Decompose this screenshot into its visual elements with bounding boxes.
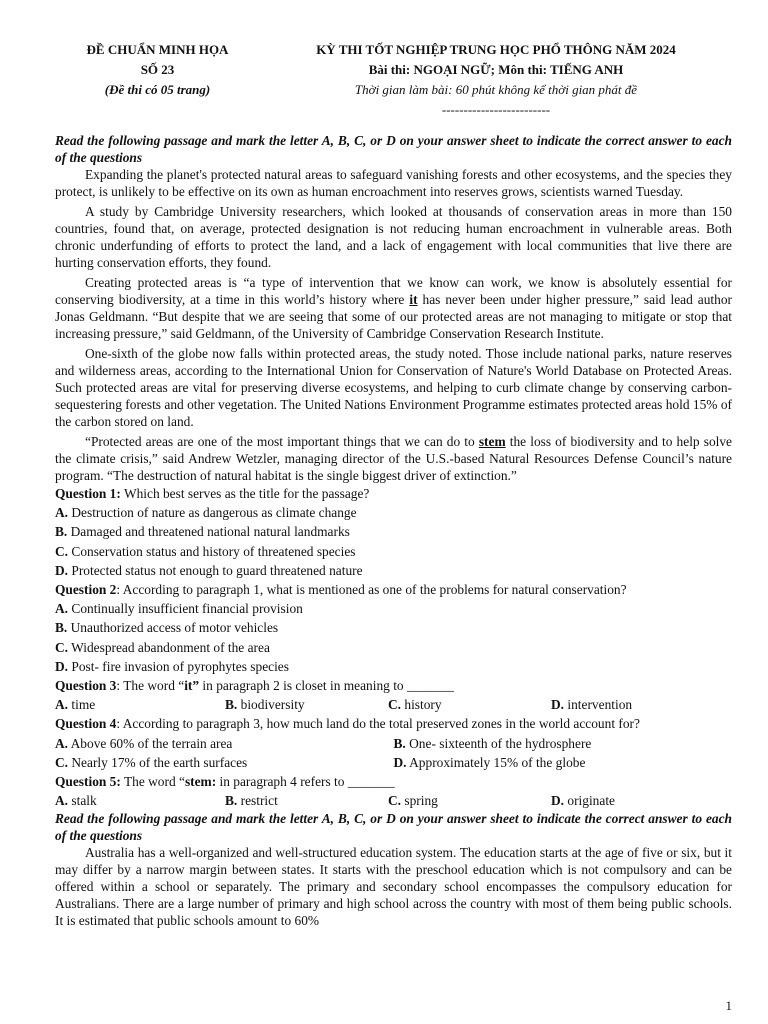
p5-text-b: the loss of biodiversity and to help solve the climate crisis,” said Andrew Wetzler, managing director of the U.S.-based Natural Resources Defense Council’s nature program. “The destruction of natural habitat is the single biggest driver of extinction.” — [55, 434, 732, 483]
passage1-paragraph-1: Expanding the planet's protected natural areas to safeguard vanishing forests and other ecosystems, and the species they protect, is unlikely to be effective on its own as human encroachment into reserves grows, scientists warned Tuesday. — [55, 167, 732, 199]
q2-label: Question 2 — [55, 582, 117, 598]
instruction-2: Read the following passage and mark the letter A, B, C, or D on your answer sheet to indicate the correct answer to each of the questions — [55, 811, 732, 844]
option-text: Continually insufficient financial provision — [71, 601, 303, 617]
instruction-1: Read the following passage and mark the letter A, B, C, or D on your answer sheet to indicate the correct answer to each of the questions — [55, 133, 732, 165]
option-text: Post- fire invasion of pyrophytes species — [71, 658, 289, 674]
option-letter: D. — [55, 562, 69, 578]
question-4 — [55, 714, 732, 733]
p3-word-it: it — [409, 292, 418, 307]
q4-options-row-1 — [55, 734, 732, 753]
option-letter: B. — [55, 620, 68, 636]
passage2-paragraph-1: Australia has a well-organized and well-structured education system. The education starts at the age of five or six, but it may differ by a narrow margin between states. It starts with the preschool education which is not compulsory and can be offered within a school or separately. The primary and secondary school encompasses the compulsory education for Australians. There are a large number of primary and high school across the country with most of them being public schools. It is estimated that public schools amount to 60% — [55, 845, 732, 929]
passage1-paragraph-2: A study by Cambridge University researchers, which looked at thousands of conservation areas in more than 150 countries, found that, on average, protected designation is not reducing human encroachment in vulnerable areas. Both chronic underfunding of efforts to protect the land, and a lack of engagement with local communities that live there are hurting conservation efforts, they found. — [55, 204, 732, 270]
q4-option-d[interactable] — [394, 753, 733, 772]
q4-label: Question 4 — [55, 716, 117, 732]
q1-option-a[interactable] — [55, 503, 732, 522]
q1-option-d[interactable] — [55, 561, 732, 580]
exam-number: SỐ 23 — [140, 62, 175, 77]
header-divider: ------------------------- — [441, 102, 551, 117]
question-2 — [55, 580, 732, 599]
exam-time: Thời gian làm bài: 60 phút không kể thời gian phát đề — [354, 82, 638, 97]
q5-option-b[interactable] — [225, 791, 388, 810]
option-text: spring — [404, 793, 438, 809]
question-1 — [55, 484, 732, 503]
option-text: Nearly 17% of the earth surfaces — [71, 754, 248, 770]
exam-code-title: ĐỀ CHUẨN MINH HỌA — [86, 42, 229, 57]
q2-option-b[interactable] — [55, 618, 732, 637]
q2-option-a[interactable] — [55, 599, 732, 618]
q5-label: Question 5: — [55, 774, 121, 790]
q3-text-post: in paragraph 2 is closet in meaning to _______ — [199, 678, 454, 694]
exam-title: KỲ THI TỐT NGHIỆP TRUNG HỌC PHỔ THÔNG NĂM 2024 — [316, 42, 676, 57]
passage1-paragraph-5 — [55, 433, 732, 484]
option-letter: C. — [55, 543, 69, 559]
option-letter: B. — [225, 793, 238, 809]
q1-label: Question 1: — [55, 486, 121, 501]
header-left — [55, 40, 260, 120]
q5-option-d[interactable] — [551, 791, 721, 810]
option-letter: C. — [55, 754, 69, 770]
option-letter: A. — [55, 601, 69, 617]
q1-option-b[interactable] — [55, 522, 732, 541]
option-text: Unauthorized access of motor vehicles — [70, 620, 279, 636]
option-text: biodiversity — [240, 697, 305, 713]
q4-option-b[interactable] — [394, 734, 733, 753]
q4-text: : According to paragraph 3, how much land do the total preserved zones in the world account for? — [116, 716, 640, 732]
q3-label: Question 3 — [55, 678, 117, 694]
exam-header — [55, 40, 732, 120]
option-text: originate — [567, 793, 615, 809]
p3-text-b: has never been under higher pressure,” said lead author Jonas Geldmann. “But despite that we are seeing that some of our protected areas are not managing to mitigate or stop that increasing pressure,” said Geldmann, of the University of Cambridge Conservation Research Institute. — [55, 292, 732, 341]
q2-option-d[interactable] — [55, 657, 732, 676]
header-right — [260, 40, 732, 120]
option-letter: A. — [55, 697, 69, 713]
option-text: Conservation status and history of threatened species — [71, 543, 356, 559]
q3-option-d[interactable] — [551, 695, 721, 714]
q5-option-c[interactable] — [388, 791, 551, 810]
option-text: One- sixteenth of the hydrosphere — [409, 735, 592, 751]
q5-options — [55, 791, 732, 810]
p5-word-stem: stem — [478, 434, 506, 449]
q5-text-pre: The word “ — [120, 774, 185, 790]
q3-option-c[interactable] — [388, 695, 551, 714]
q3-text-pre: : The word “ — [116, 678, 185, 694]
option-text: Destruction of nature as dangerous as climate change — [71, 505, 357, 521]
question-3 — [55, 676, 732, 695]
q4-option-a[interactable] — [55, 734, 394, 753]
q1-option-c[interactable] — [55, 542, 732, 561]
option-letter: C. — [388, 697, 402, 713]
option-text: Protected status not enough to guard threatened nature — [71, 562, 363, 578]
q5-text-post: in paragraph 4 refers to _______ — [216, 774, 395, 790]
q4-options-row-2 — [55, 753, 732, 772]
passage1-paragraph-3 — [55, 274, 732, 342]
q5-target-word: stem: — [184, 774, 217, 790]
option-letter: A. — [55, 505, 69, 521]
option-letter: D. — [551, 697, 565, 713]
option-text: history — [404, 697, 442, 713]
q3-options — [55, 695, 732, 714]
passage1-paragraph-4: One-sixth of the globe now falls within protected areas, the study noted. Those include national parks, nature reserves and wilderness areas, according to the International Union for Conservation of Nature's World Database on Protected Areas. Such protected areas are vital for preserving diverse ecosystems, and helping to curb climate change by conserving carbon-sequestering forests and other vegetation. The United Nations Environment Programme estimates protected areas hold 15% of the carbon stored on land. — [55, 346, 732, 429]
q4-option-c[interactable] — [55, 753, 394, 772]
q2-option-c[interactable] — [55, 638, 732, 657]
option-text: intervention — [567, 697, 633, 713]
option-letter: D. — [551, 793, 565, 809]
option-letter: A. — [55, 793, 69, 809]
q2-text: : According to paragraph 1, what is mentioned as one of the problems for natural conservation? — [116, 582, 627, 598]
option-text: stalk — [71, 793, 97, 809]
option-text: restrict — [240, 793, 278, 809]
q5-option-a[interactable] — [55, 791, 225, 810]
question-5 — [55, 772, 732, 791]
p5-text-a: “Protected areas are one of the most important things that we can do to — [85, 434, 479, 449]
p3-text-a: Creating protected areas is “a type of intervention that we know can work, we know is absolutely essential for conserving biodiversity, at a time in this world’s history where — [55, 275, 732, 307]
option-letter: C. — [388, 793, 402, 809]
option-letter: A. — [55, 735, 69, 751]
exam-page — [55, 40, 732, 929]
option-letter: B. — [393, 735, 406, 751]
option-text: Widespread abandonment of the area — [71, 639, 270, 655]
option-letter: C. — [55, 639, 69, 655]
q1-text: Which best serves as the title for the passage? — [120, 486, 370, 501]
option-text: Approximately 15% of the globe — [409, 754, 586, 770]
exam-subject: Bài thi: NGOẠI NGỮ; Môn thi: TIẾNG ANH — [368, 62, 624, 77]
option-text: Above 60% of the terrain area — [70, 735, 233, 751]
q3-option-a[interactable] — [55, 695, 225, 714]
option-text: time — [71, 697, 96, 713]
option-letter: D. — [393, 754, 407, 770]
option-letter: B. — [55, 524, 68, 540]
option-letter: B. — [225, 697, 238, 713]
page-count-note: (Đề thi có 05 trang) — [104, 82, 211, 97]
q3-option-b[interactable] — [225, 695, 388, 714]
option-text: Damaged and threatened national natural landmarks — [70, 524, 350, 540]
option-letter: D. — [55, 658, 69, 674]
page-number: 1 — [725, 998, 732, 1013]
q3-target-word: it” — [184, 678, 200, 694]
